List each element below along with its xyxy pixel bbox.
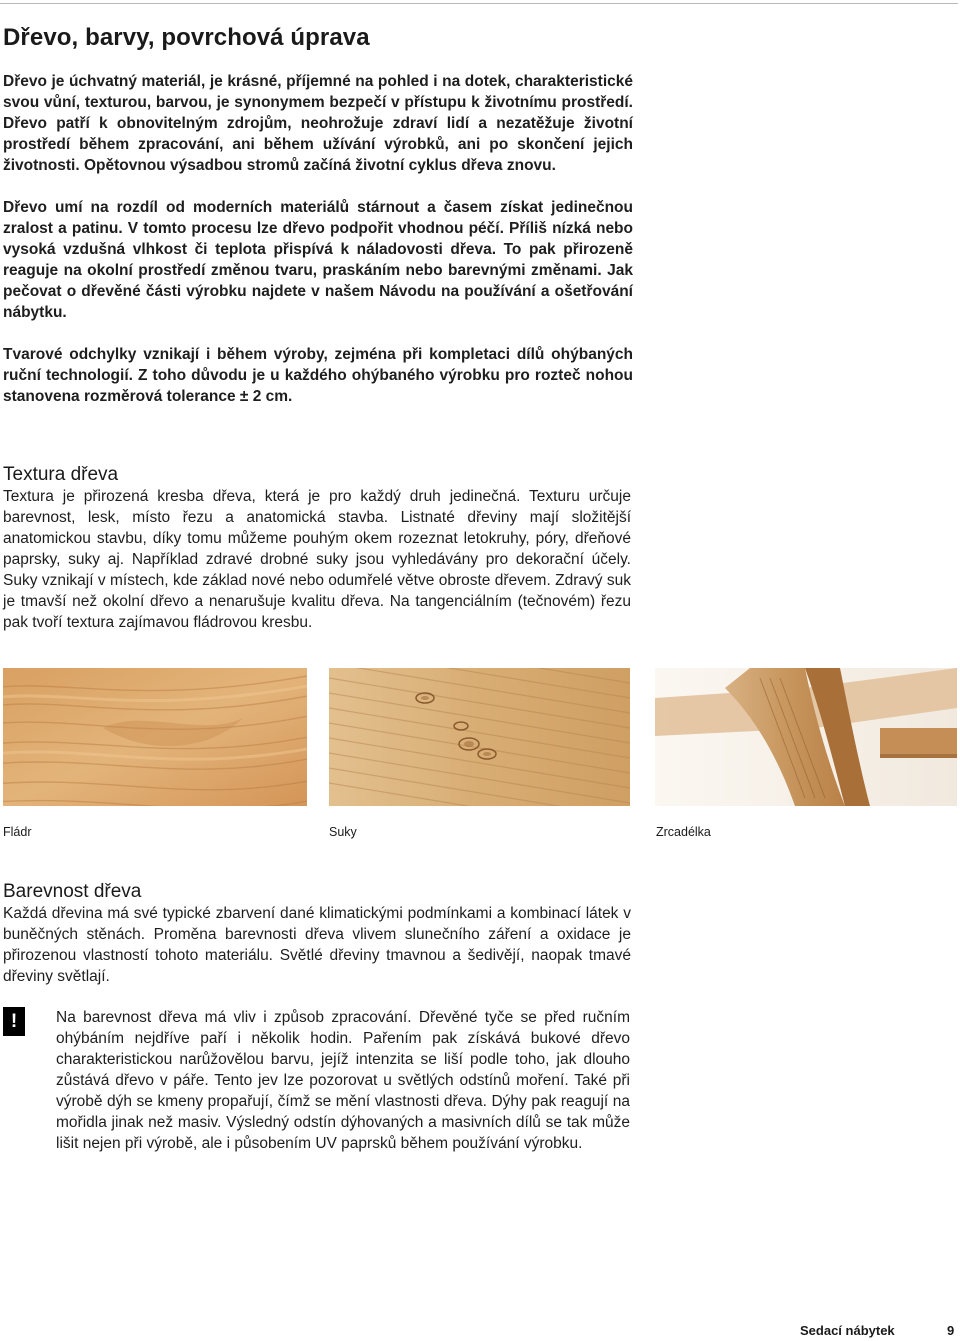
- top-rule: [0, 3, 958, 4]
- photo-zrcadelka: [655, 668, 957, 806]
- warning-icon: !: [3, 1007, 25, 1036]
- footer-section: Sedací nábytek: [800, 1323, 895, 1338]
- photo-fladr: [3, 668, 307, 806]
- intro-paragraph: Tvarové odchylky vznikají i během výroby, zejména při kompletaci dílů ohýbaných ruční technologií. Z toho důvodu je u každého ohýbaného výrobku pro rozteč nohou stanovena rozměrová tolerance ± 2 cm.: [3, 346, 633, 405]
- page-title: Dřevo, barvy, povrchová úprava: [3, 24, 370, 51]
- intro-paragraph: Dřevo umí na rozdíl od moderních materiálů stárnout a časem získat jedinečnou zralost a patinu. V tomto procesu lze dřevo podpořit vhodnou péčí. Příliš nízká nebo vysoká vzdušná vlhkost či teplota přispívá k náladovosti dřeva. To pak přirozeně reaguje na okolní prostředí změnou tvaru, praskáním nebo barevnými změnami. Jak pečovat o dřevěné části výrobku najdete v našem Návodu na používání a ošetřování nábytku.: [3, 199, 633, 321]
- texture-heading: Textura dřeva: [3, 464, 119, 485]
- color-text: Každá dřevina má své typické zbarvení dané klimatickými podmínkami a kombinací látek v buněčných stěnách. Proměna barevnosti dřeva vlivem slunečního záření a oxidace je přirozenou vlastností tohoto materiálu. Světlé dřeviny tmavnou a šedivějí, naopak tmavé dřeviny světlají.: [3, 905, 631, 985]
- texture-text: Textura je přirozená kresba dřeva, která je pro každý druh jedinečná. Texturu určuje barevnost, lesk, místo řezu a anatomická stavba. Listnaté dřeviny mají složitější anatomickou stavbu, díky tomu můžeme pouhým okem rozeznat letokruhy, póry, dřeňové paprsky, suky aj. Například zdravé drobné suky jsou vyhledávány pro dekorační účely. Suky vznikají v místech, kde základ nové nebo odumřelé větve obroste dřevem. Zdravý suk je tmavší než okolní dřevo a nenarušuje kvalitu dřeva. Na tangenciálním (tečnovém) řezu pak tvoří textura zajímavou fládrovou kresbu.: [3, 488, 631, 631]
- color-heading: Barevnost dřeva: [3, 881, 142, 902]
- photo-suky: [329, 668, 630, 806]
- photo-caption: Fládr: [3, 825, 32, 839]
- photo-caption: Suky: [329, 825, 357, 839]
- page-number: 9: [947, 1323, 955, 1338]
- note-text: Na barevnost dřeva má vliv i způsob zpracování. Dřevěné tyče se před ručním ohýbáním nejdříve paří i několik hodin. Pařením pak získává bukové dřevo charakteristickou narůžovělou barvu, jejíž intenzita se liší podle toho, jak dlouho zůstává dřevo v páře. Tento jev lze pozorovat u světlých odstínů moření. Také při výrobě dýh se kmeny propařují, čímž se mění vlastnosti dřeva. Dýhy pak reagují na mořidla jinak než masiv. Výsledný odstín dýhovaných a masivních dílů se tak může lišit nejen při výrobě, ale i působením UV paprsků během používání výrobku.: [56, 1009, 630, 1152]
- photo-caption: Zrcadélka: [656, 825, 711, 839]
- intro-block: [3, 71, 633, 428]
- intro-paragraph: Dřevo je úchvatný materiál, je krásné, příjemné na pohled i na dotek, charakteristické svou vůní, texturou, barvou, je synonymem bezpečí v přístupu k životnímu prostředí. Dřevo patří k obnovitelným zdrojům, neohrožuje zdraví lidí a nezatěžuje životní prostředí během zpracování, ani během užívání výrobků, ani po skončení jejich životnosti. Opětovnou výsadbou stromů začíná životní cyklus dřeva znovu.: [3, 73, 633, 174]
